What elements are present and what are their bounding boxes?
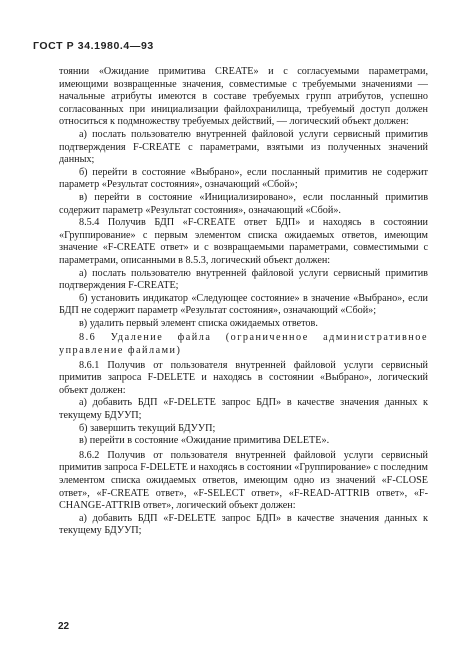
- paragraph-continuation: тоянии «Ожидание примитива CREATE» и с согласуемыми параметрами, имеющими возвращенные значения, совместимые с требуемыми значениями — начальные атрибуты имеются в составе требуемых групп атрибутов, успешно согласованных при инициализации файлохранилища, требуемый доступ должен относиться к подмножеству требуемых действий, — логический объект должен:: [59, 66, 428, 128]
- page-header: ГОСТ Р 34.1980.4—93: [33, 40, 154, 52]
- list-item-c: в) удалить первый элемент списка ожидаемых ответов.: [79, 317, 318, 329]
- list-item-a: а) добавить БДП «F-DELETE запрос БДП» в качестве значения данных к текущему БДУУП;: [59, 397, 428, 422]
- page-body: [59, 66, 428, 538]
- list-item-a: а) послать пользователю внутренней файловой услуги сервисный примитив подтверждения F-CREATE;: [59, 267, 428, 292]
- list-item-b: б) установить индикатор «Следующее состояние» в значение «Выбрано», если БДП не содержит параметр «Результат состояния», означающий «Сбой»;: [59, 292, 428, 317]
- list-item-c: в) перейти в состояние «Ожидание примитива DELETE».: [79, 435, 330, 447]
- list-item-c: в) перейти в состояние «Инициализировано», если посланный примитив содержит параметр «Результат состояния», означающий «Сбой».: [59, 191, 428, 216]
- section-heading-8-6: 8.6 Удаление файла (ограниченное административное управление файлами): [59, 332, 428, 357]
- list-item-b: б) перейти в состояние «Выбрано», если посланный примитив не содержит параметр «Результат состояния», означающий «Сбой»;: [59, 166, 428, 191]
- page-number: 22: [58, 621, 70, 632]
- list-item-b: б) завершить текущий БДУУП;: [79, 422, 216, 434]
- clause-8-6-1: 8.6.1 Получив от пользователя внутренней файловой услуги сервисный примитив запроса F-DELETE и находясь в состоянии «Выбрано», логический объект должен:: [59, 359, 428, 396]
- list-item-a: а) добавить БДП «F-DELETE запрос БДП» в качестве значения данных к текущему БДУУП;: [59, 512, 428, 537]
- clause-8-6-2: 8.6.2 Получив от пользователя внутренней файловой услуги сервисный примитив запроса F-DELETE и находясь в состоянии «Группирование» с последним элементом списка ожидаемых ответов, имеющим одно из значений «F-CLOSE ответ», «F-CREATE ответ», «F-SELECT ответ», «F-READ-ATTRIB ответ», «F-CHANGE-ATTRIB ответ», логический объект должен:: [59, 449, 428, 512]
- clause-8-5-4: 8.5.4 Получив БДП «F-CREATE ответ БДП» и находясь в состоянии «Группирование» с первым элементом списка ожидаемых ответов, имеющим значение «F-CREATE ответ» и с возвращаемыми параметрами, совместимыми с параметрами, описанными в 8.5.3, логический объект должен:: [59, 217, 428, 266]
- list-item-a: а) послать пользователю внутренней файловой услуги сервисный примитив подтверждения F-CREATE с параметрами, взятыми из полученных значений данных;: [59, 128, 428, 166]
